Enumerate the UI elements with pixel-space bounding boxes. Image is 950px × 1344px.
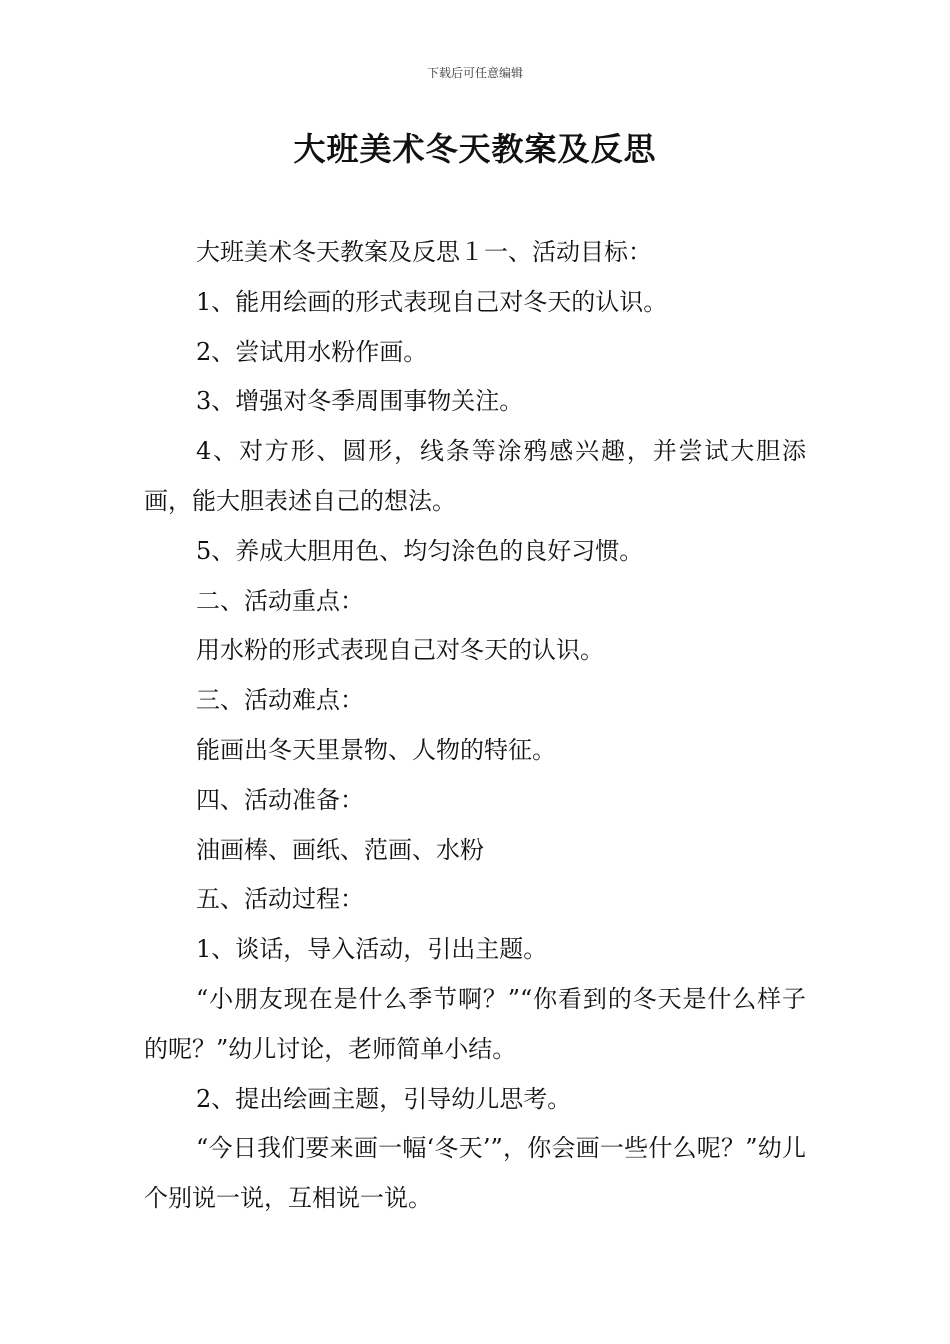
paragraph: 三、活动难点： xyxy=(196,686,364,715)
paragraph: 2、提出绘画主题，引导幼儿思考。 xyxy=(196,1084,572,1113)
paragraph: 四、活动准备： xyxy=(196,785,364,814)
paragraph: 1、谈话，导入活动，引出主题。 xyxy=(196,935,548,964)
paragraph: 油画棒、画纸、范画、水粉 xyxy=(196,835,484,864)
document-body xyxy=(144,228,806,1224)
paragraph: 大班美术冬天教案及反思１一、活动目标： xyxy=(196,238,652,266)
paragraph: 用水粉的形式表现自己对冬天的认识。 xyxy=(196,636,604,665)
paragraph: “小朋友现在是什么季节啊？”“你看到的冬天是什么样子的呢？”幼儿讨论，老师简单小结。 xyxy=(144,984,806,1063)
paragraph: “今日我们要来画一幅‘冬天’”，你会画一些什么呢？”幼儿个别说一说，互相说一说。 xyxy=(144,1134,806,1213)
document-title: 大班美术冬天教案及反思 xyxy=(293,130,657,168)
paragraph: 五、活动过程： xyxy=(196,885,364,914)
paragraph: 4、对方形、圆形，线条等涂鸦感兴趣，并尝试大胆添画，能大胆表述自己的想法。 xyxy=(144,437,806,515)
header-note: 下载后可任意编辑 xyxy=(426,66,523,80)
paragraph: 能画出冬天里景物、人物的特征。 xyxy=(196,735,556,764)
paragraph: 2、尝试用水粉作画。 xyxy=(196,337,428,366)
paragraph: 3、增强对冬季周围事物关注。 xyxy=(196,387,524,416)
paragraph: 5、养成大胆用色、均匀涂色的良好习惯。 xyxy=(196,536,644,565)
paragraph: 1、能用绘画的形式表现自己对冬天的认识。 xyxy=(196,287,668,316)
paragraph: 二、活动重点： xyxy=(196,586,364,615)
